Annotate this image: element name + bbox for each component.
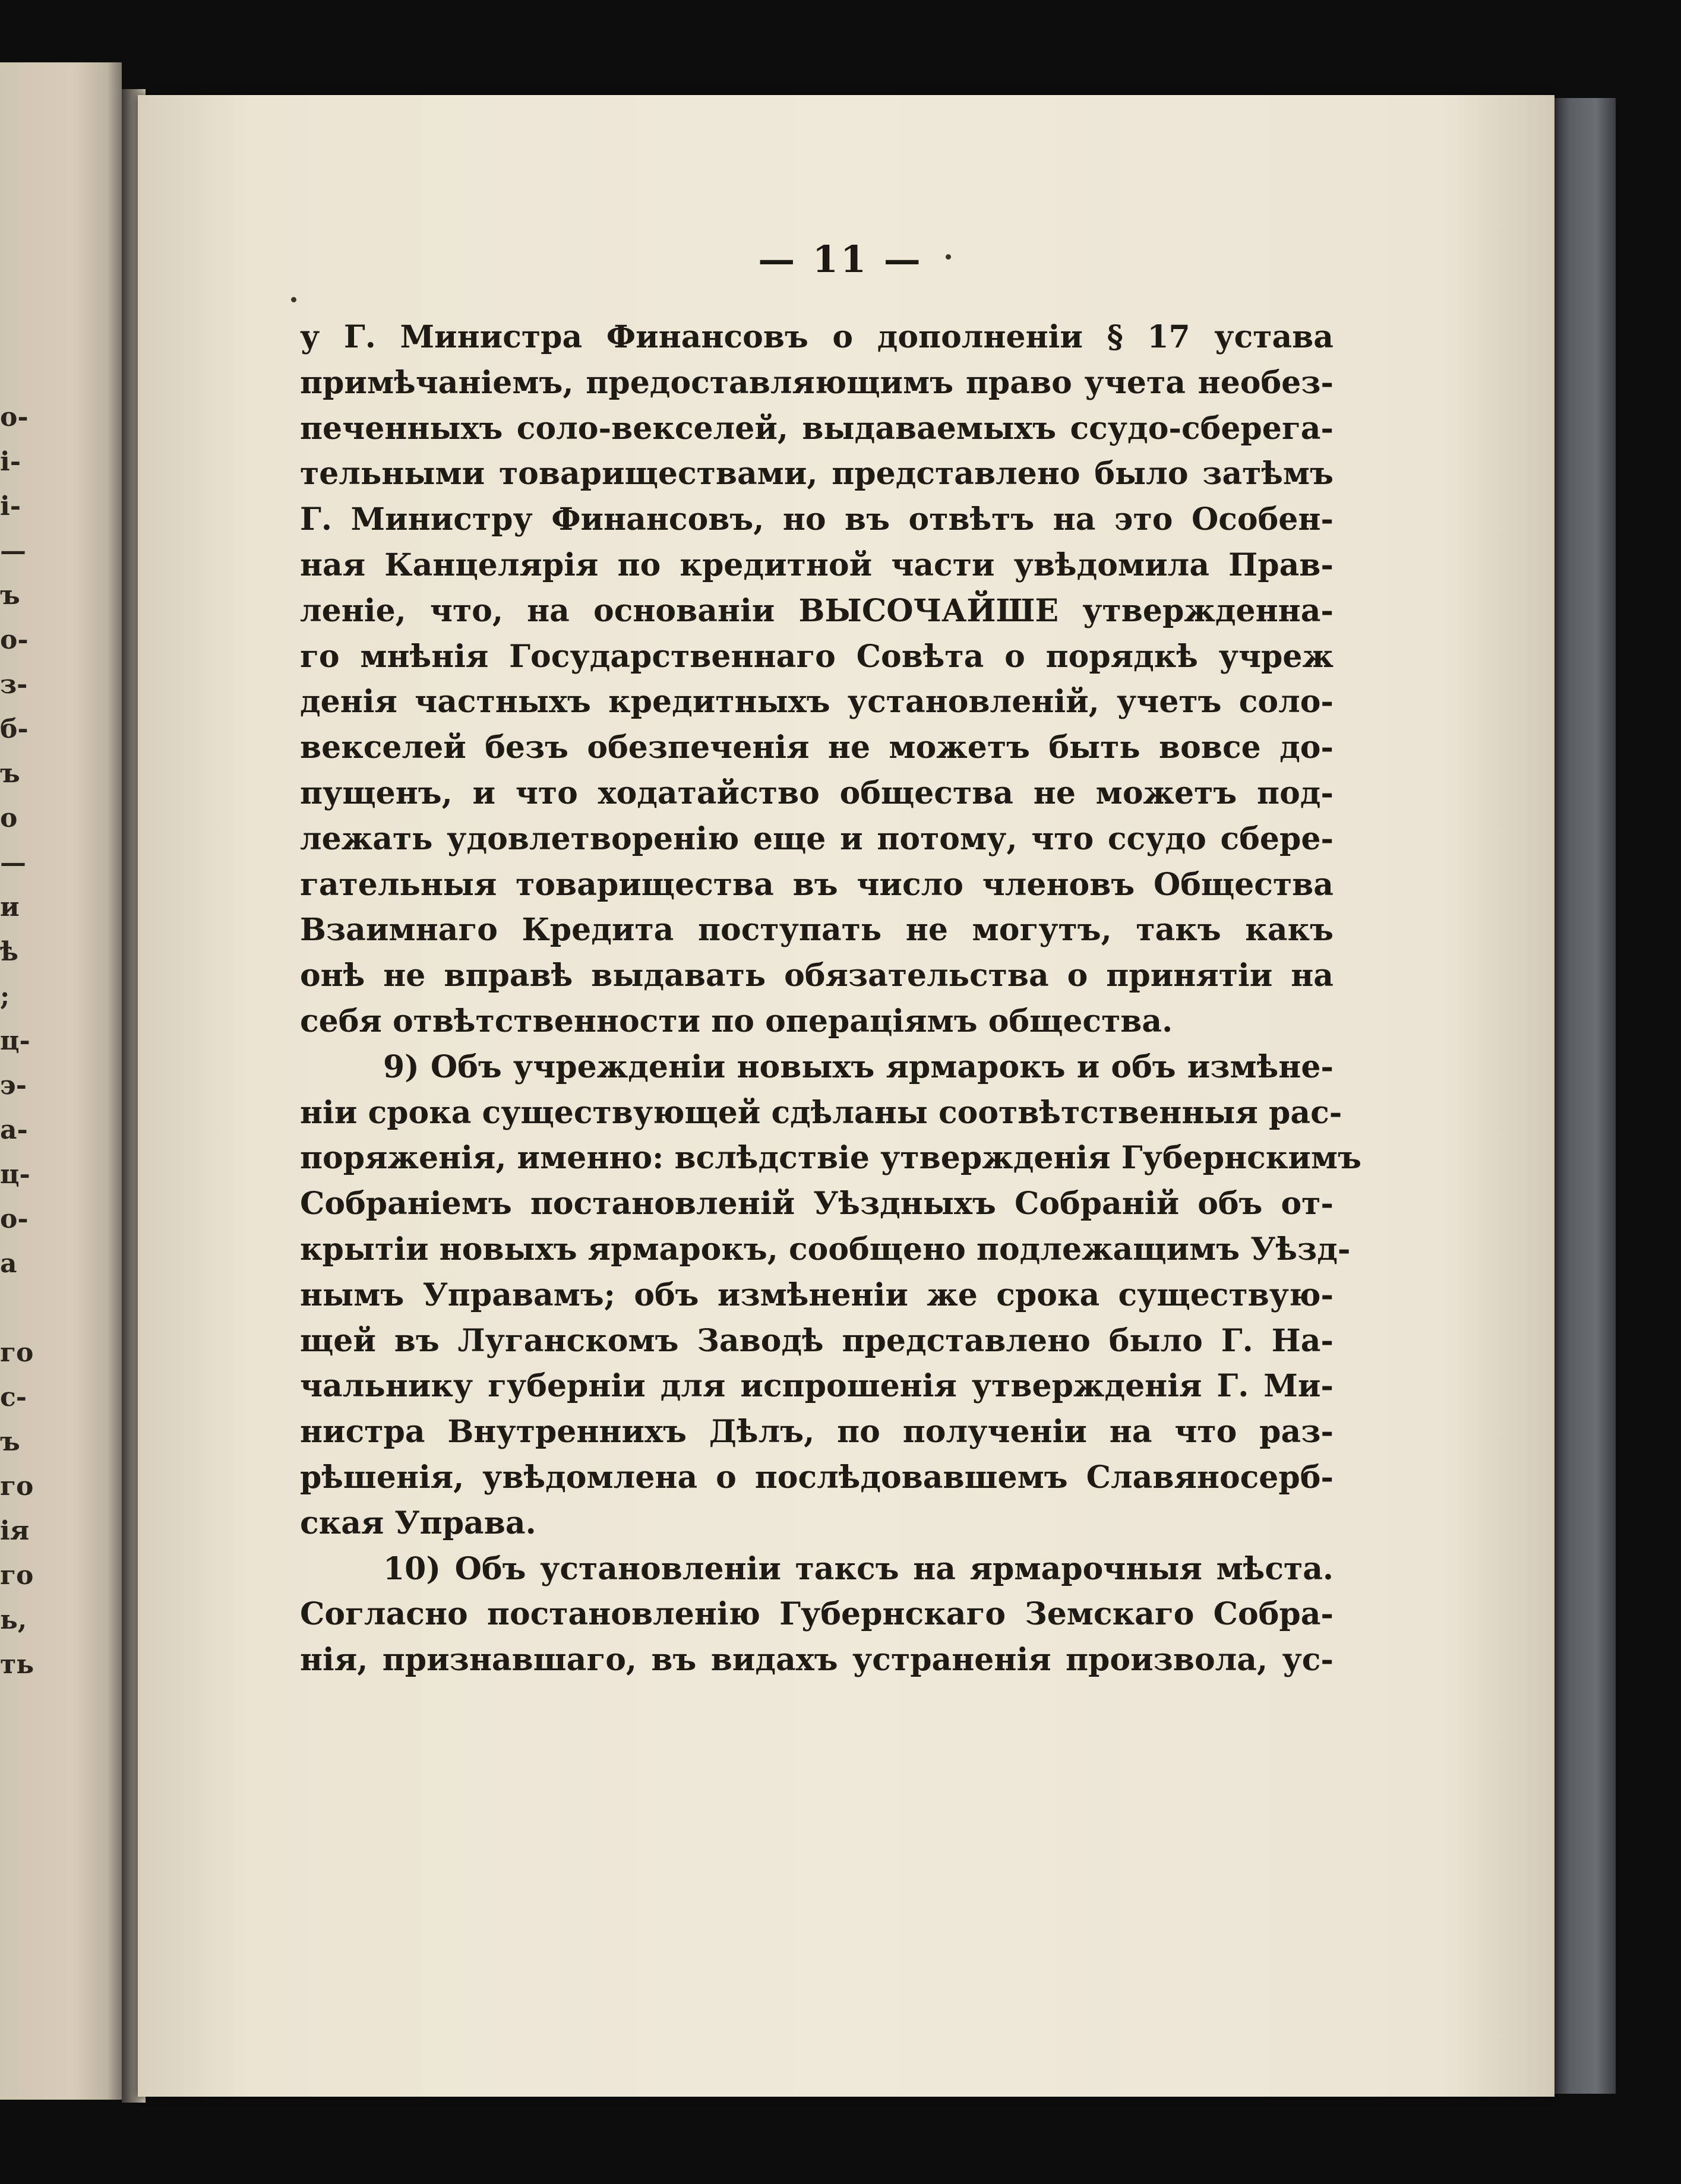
text-line: крытіи новыхъ ярмарокъ, сообщено подлежащимъ Уѣзд-	[300, 1231, 1351, 1268]
left-edge-fragment: —	[0, 848, 26, 878]
left-edge-fragment: го	[0, 1338, 34, 1368]
left-edge-fragment: о	[0, 803, 18, 833]
left-edge-fragment: ъ	[0, 758, 20, 789]
text-line: Г. Министру Финансовъ, но въ отвѣтъ на это Особен-	[300, 501, 1334, 538]
text-line: Согласно постановленію Губернскаго Земскаго Собра-	[300, 1596, 1334, 1633]
text-line: онѣ не вправѣ выдавать обязательства о принятіи на	[300, 957, 1334, 994]
text-line: леніе, что, на основаніи ВЫСОЧАЙШЕ утвержденна-	[300, 592, 1334, 629]
left-edge-fragment: э-	[0, 1070, 27, 1101]
text-line: тельными товариществами, представлено было затѣмъ	[300, 456, 1334, 492]
text-line: ніи срока существующей сдѣланы соотвѣтственныя рас-	[300, 1094, 1342, 1131]
text-line: печенныхъ соло-векселей, выдаваемыхъ ссудо-сберега-	[300, 410, 1334, 447]
text-line: нымъ Управамъ; объ измѣненіи же срока существую-	[300, 1276, 1334, 1313]
text-line: у Г. Министра Финансовъ о дополненіи § 17 устава	[300, 319, 1334, 355]
text-line: чальнику губерніи для испрошенія утвержденія Г. Ми-	[300, 1368, 1334, 1405]
text-line: векселей безъ обезпеченія не можетъ быть вовсе до-	[300, 729, 1334, 766]
left-edge-fragment: о-	[0, 625, 29, 655]
left-edge-fragment: а	[0, 1249, 17, 1279]
left-edge-fragment: ѣ	[0, 937, 18, 967]
left-edge-fragment: го	[0, 1560, 34, 1591]
ink-speck	[946, 254, 951, 260]
text-line: ская Управа.	[300, 1505, 536, 1541]
text-line: нистра Внутреннихъ Дѣлъ, по полученіи на что раз-	[300, 1414, 1334, 1450]
left-edge-fragment: и	[0, 892, 20, 922]
text-line: примѣчаніемъ, предоставляющимъ право учета необез-	[300, 364, 1334, 401]
text-line: щей въ Луганскомъ Заводѣ представлено было Г. На-	[300, 1322, 1334, 1359]
left-edge-fragment: го	[0, 1471, 34, 1502]
left-edge-fragment: ;	[0, 981, 10, 1012]
section-heading-line: 10) Объ установленіи таксъ на ярмарочныя мѣста.	[383, 1550, 1334, 1587]
book-cover-board	[1550, 98, 1616, 2094]
left-edge-fragment: і-	[0, 491, 21, 521]
text-line: денія частныхъ кредитныхъ установленій, учетъ соло-	[300, 684, 1334, 720]
text-line: нія, признавшаго, въ видахъ устраненія произвола, ус-	[300, 1642, 1334, 1679]
left-edge-fragment: а-	[0, 1115, 28, 1145]
text-line: го мнѣнія Государственнаго Совѣта о порядкѣ учреж	[300, 638, 1334, 675]
left-edge-fragment: о-	[0, 1204, 29, 1234]
left-page-text-fragments	[0, 395, 42, 1687]
left-edge-fragment: о-	[0, 402, 29, 432]
page-number: — 11 —	[758, 238, 923, 281]
left-edge-fragment: ія	[0, 1516, 30, 1546]
left-edge-fragment: б-	[0, 714, 29, 744]
text-line: Взаимнаго Кредита поступать не могутъ, такъ какъ	[300, 912, 1334, 949]
left-edge-fragment: с-	[0, 1382, 27, 1412]
text-line: лежать удовлетворенію еще и потому, что ссудо сбере-	[300, 820, 1334, 857]
left-edge-fragment: ъ	[0, 1427, 20, 1457]
left-edge-fragment: ь,	[0, 1605, 27, 1635]
ink-speck	[291, 297, 296, 302]
text-line: поряженія, именно: вслѣдствіе утвержденія Губернскимъ	[300, 1140, 1361, 1177]
left-edge-fragment: —	[0, 536, 26, 566]
text-line: пущенъ, и что ходатайство общества не можетъ под-	[300, 775, 1334, 811]
text-line: рѣшенія, увѣдомлена о послѣдовавшемъ Славяносерб-	[300, 1459, 1334, 1496]
left-edge-fragment: з-	[0, 669, 28, 700]
section-heading-line: 9) Объ учрежденіи новыхъ ярмарокъ и объ измѣне-	[383, 1048, 1334, 1085]
left-edge-fragment: ц-	[0, 1026, 30, 1056]
left-edge-fragment	[0, 1286, 42, 1330]
left-edge-fragment: ть	[0, 1649, 34, 1680]
left-edge-fragment: ц-	[0, 1159, 30, 1190]
left-edge-fragment: ъ	[0, 580, 20, 611]
text-line: Собраніемъ постановленій Уѣздныхъ Собраній объ от-	[300, 1186, 1334, 1222]
left-page-edge	[0, 62, 122, 2100]
text-line: гательныя товарищества въ число членовъ Общества	[300, 866, 1334, 903]
left-edge-fragment: і-	[0, 447, 21, 477]
body-text	[300, 315, 1361, 1683]
text-line: ная Канцелярія по кредитной части увѣдомила Прав-	[300, 546, 1334, 583]
text-line: себя отвѣтственности по операціямъ общества.	[300, 1003, 1173, 1039]
